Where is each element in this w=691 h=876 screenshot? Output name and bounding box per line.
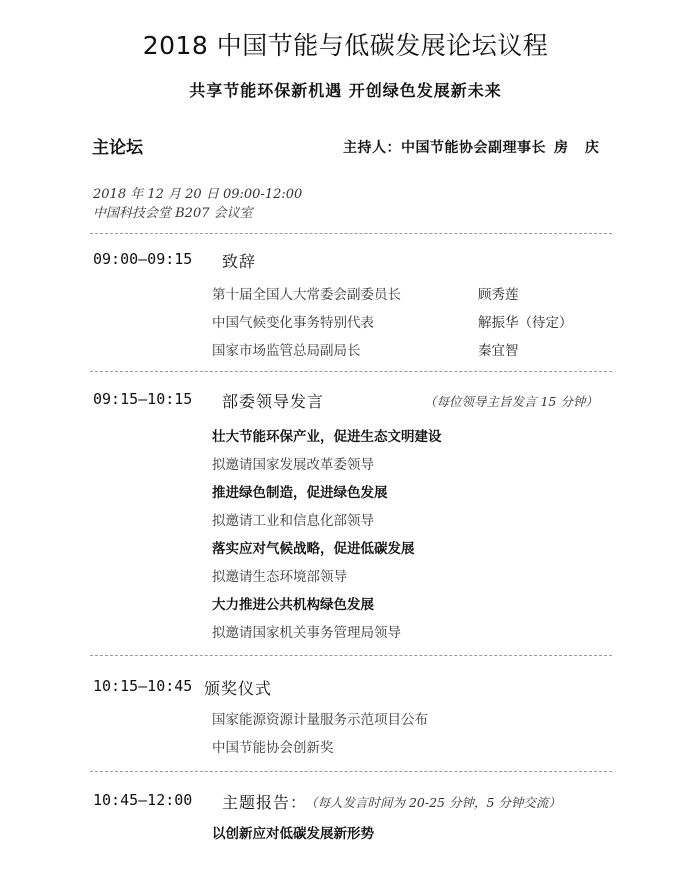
- session-time: 10:15—10:45: [93, 677, 193, 695]
- session-note: （每位领导主旨发言 15 分钟）: [424, 394, 598, 409]
- forum-date: 2018 年 12 月 20 日 09:00-12:00: [93, 187, 303, 202]
- page-title: 2018 中国节能与低碳发展论坛议程: [142, 31, 549, 60]
- forum-name: 主论坛: [92, 138, 143, 158]
- agenda-row: 国家市场监管总局副局长: [212, 343, 361, 359]
- session-title: 部委领导发言: [222, 392, 325, 411]
- page-subtitle: 共享节能环保新机遇 开创绿色发展新未来: [189, 81, 502, 100]
- agenda-row: 拟邀请国家发展改革委领导: [212, 457, 374, 473]
- host-name: 房 庆: [554, 140, 605, 156]
- agenda-row: 壮大节能环保产业，促进生态文明建设: [212, 429, 442, 445]
- agenda-row: 落实应对气候战略，促进低碳发展: [212, 541, 415, 557]
- forum-host: [343, 137, 605, 157]
- agenda-row: 拟邀请工业和信息化部领导: [212, 513, 374, 529]
- agenda-row: 第十届全国人大常委会副委员长: [212, 287, 401, 303]
- agenda-row: 推进绿色制造，促进绿色发展: [212, 485, 388, 501]
- session-time: 10:45—12:00: [93, 791, 193, 809]
- section-divider: [90, 233, 612, 234]
- session-time: 09:00—09:15: [93, 250, 193, 268]
- section-divider: [90, 655, 612, 656]
- speaker-name: 顾秀莲: [478, 287, 519, 303]
- speaker-name: 解振华（待定）: [478, 315, 573, 331]
- agenda-row: 中国气候变化事务特别代表: [212, 315, 374, 331]
- host-label: 主持人：中国节能协会副理事长: [343, 140, 546, 156]
- session-time: 09:15—10:15: [93, 390, 193, 408]
- session-title: 致辞: [222, 252, 257, 271]
- agenda-row: 中国节能协会创新奖: [212, 740, 334, 756]
- forum-venue: 中国科技会堂 B207 会议室: [93, 206, 253, 221]
- speaker-name: 秦宜智: [478, 343, 519, 359]
- session-note: （每人发言时间为 20-25 分钟，5 分钟交流）: [305, 795, 561, 810]
- agenda-row: 大力推进公共机构绿色发展: [212, 597, 374, 613]
- agenda-row: 国家能源资源计量服务示范项目公布: [212, 712, 428, 728]
- section-divider: [90, 771, 612, 772]
- agenda-row: 拟邀请生态环境部领导: [212, 569, 347, 585]
- agenda-row: 拟邀请国家机关事务管理局领导: [212, 625, 401, 641]
- session-title: 颁奖仪式: [204, 679, 273, 698]
- agenda-row: 以创新应对低碳发展新形势: [212, 826, 374, 842]
- session-title: 主题报告：: [222, 793, 308, 812]
- section-divider: [90, 371, 612, 372]
